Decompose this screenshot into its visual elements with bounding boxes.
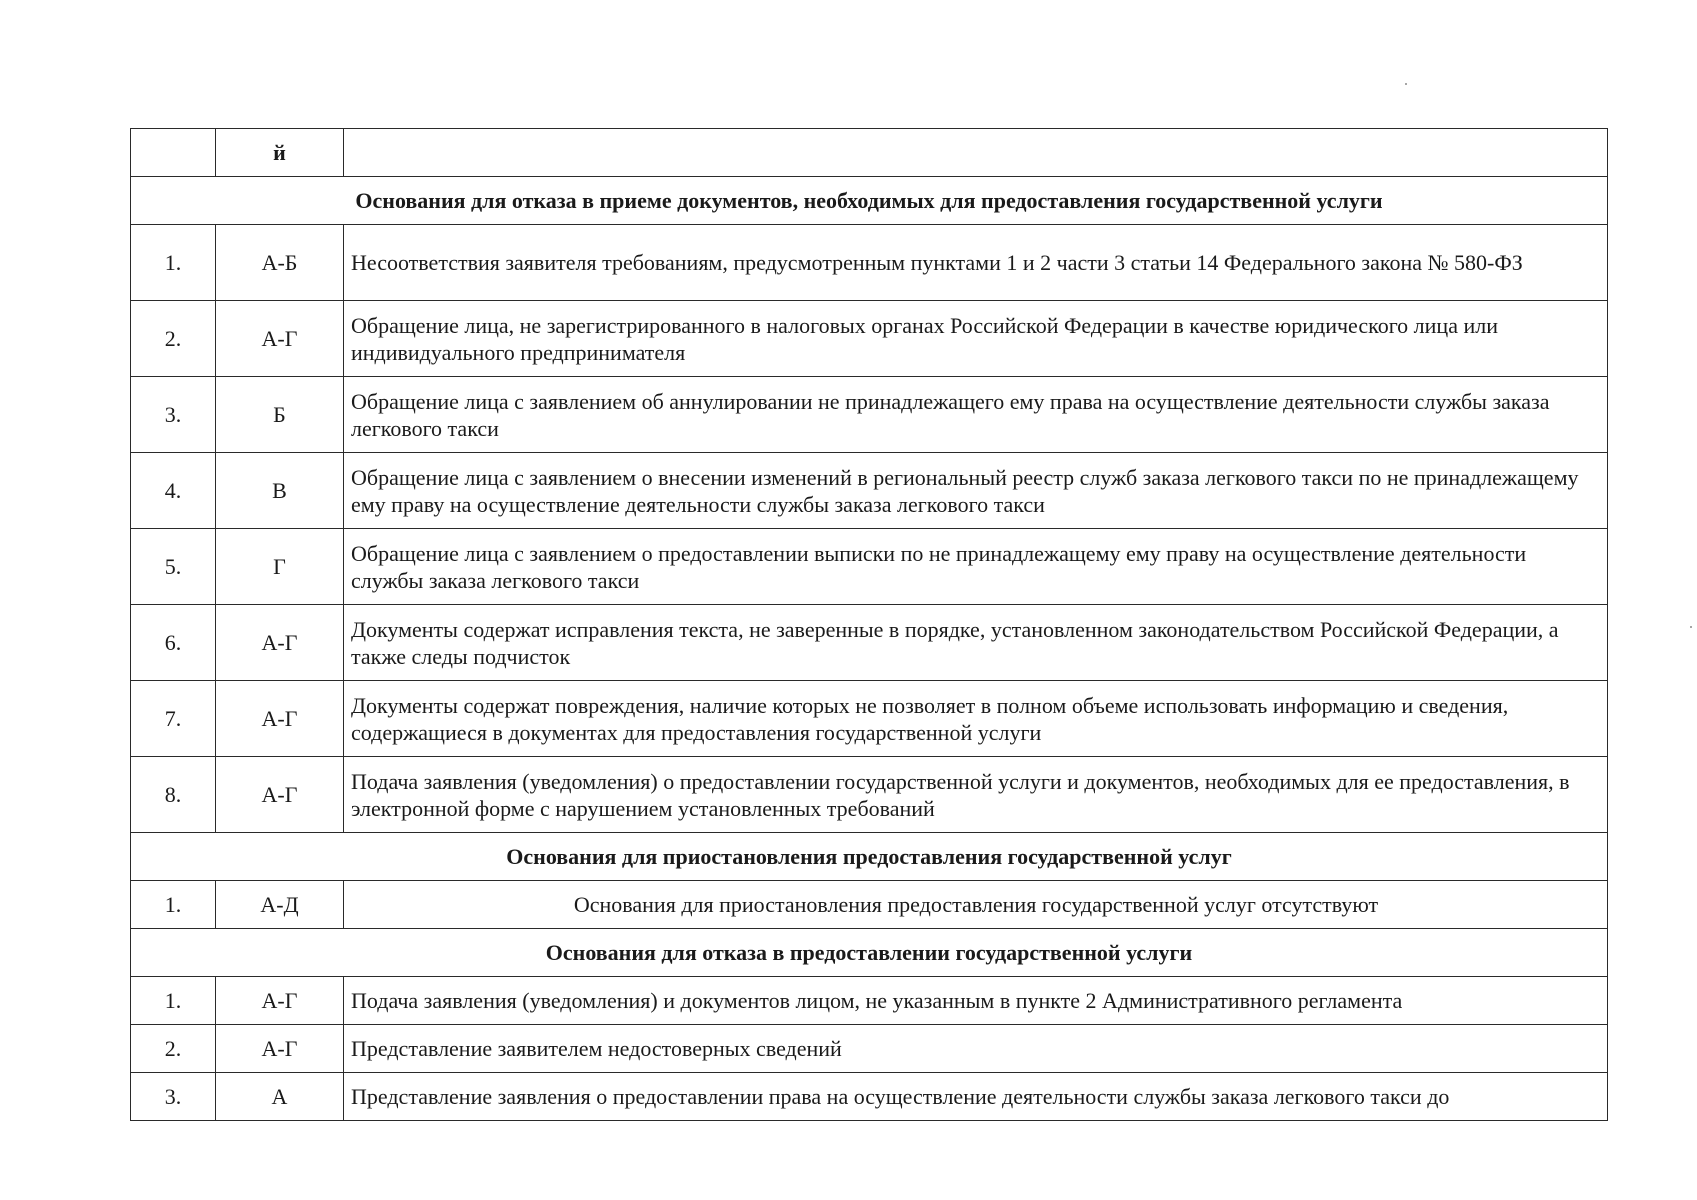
row-category: Б xyxy=(216,377,344,453)
section-title: Основания для отказа в предоставлении государственной услуги xyxy=(131,929,1608,977)
table-row xyxy=(131,1025,1608,1073)
table-row xyxy=(131,605,1608,681)
section-title: Основания для отказа в приеме документов, необходимых для предоставления государственной услуги xyxy=(131,177,1608,225)
table-row xyxy=(131,529,1608,605)
table-row xyxy=(131,225,1608,301)
section-title-row xyxy=(131,929,1608,977)
row-number: 6. xyxy=(131,605,216,681)
table-row xyxy=(131,301,1608,377)
row-category: А-Г xyxy=(216,301,344,377)
table-row xyxy=(131,757,1608,833)
row-text: Обращение лица с заявлением о предоставлении выписки по не принадлежащему ему праву на осуществление деятельности службы заказа легкового такси xyxy=(344,529,1608,605)
section-title: Основания для приостановления предоставления государственной услуг xyxy=(131,833,1608,881)
row-number: 3. xyxy=(131,1073,216,1121)
header-cat-cell: й xyxy=(216,129,344,177)
row-text: Подача заявления (уведомления) и документов лицом, не указанным в пункте 2 Административного регламента xyxy=(344,977,1608,1025)
table-row xyxy=(131,377,1608,453)
table-row xyxy=(131,977,1608,1025)
row-text: Несоответствия заявителя требованиям, предусмотренным пунктами 1 и 2 части 3 статьи 14 Федерального закона № 580-ФЗ xyxy=(344,225,1608,301)
row-text: Основания для приостановления предоставления государственной услуг отсутствуют xyxy=(344,881,1608,929)
row-category: А-Г xyxy=(216,681,344,757)
row-number: 5. xyxy=(131,529,216,605)
row-category: А-Б xyxy=(216,225,344,301)
table-row xyxy=(131,1073,1608,1121)
row-number: 2. xyxy=(131,1025,216,1073)
row-number: 1. xyxy=(131,977,216,1025)
row-text: Документы содержат исправления текста, не заверенные в порядке, установленном законодательством Российской Федерации, а также следы подчисток xyxy=(344,605,1608,681)
row-text: Обращение лица, не зарегистрированного в налоговых органах Российской Федерации в качестве юридического лица или индивидуального предпринимателя xyxy=(344,301,1608,377)
scan-speck xyxy=(1690,626,1692,628)
header-text-cell xyxy=(344,129,1608,177)
row-text: Представление заявления о предоставлении права на осуществление деятельности службы заказа легкового такси до xyxy=(344,1073,1608,1121)
row-category: А-Г xyxy=(216,1025,344,1073)
row-number: 3. xyxy=(131,377,216,453)
row-number: 1. xyxy=(131,225,216,301)
grounds-table xyxy=(130,128,1608,1121)
row-category: В xyxy=(216,453,344,529)
section-title-row xyxy=(131,833,1608,881)
row-number: 7. xyxy=(131,681,216,757)
table-row xyxy=(131,453,1608,529)
row-text: Обращение лица с заявлением об аннулировании не принадлежащего ему права на осуществление деятельности службы заказа легкового такси xyxy=(344,377,1608,453)
row-number: 8. xyxy=(131,757,216,833)
row-number: 2. xyxy=(131,301,216,377)
row-text: Представление заявителем недостоверных сведений xyxy=(344,1025,1608,1073)
header-num-cell xyxy=(131,129,216,177)
table-row xyxy=(131,681,1608,757)
row-category: А xyxy=(216,1073,344,1121)
row-category: А-Г xyxy=(216,977,344,1025)
table-header-row xyxy=(131,129,1608,177)
table-row xyxy=(131,881,1608,929)
scan-speck xyxy=(1405,83,1407,85)
section-title-row xyxy=(131,177,1608,225)
row-text: Обращение лица с заявлением о внесении изменений в региональный реестр служб заказа легкового такси по не принадлежащему ему праву на осуществление деятельности службы заказа легкового такси xyxy=(344,453,1608,529)
row-text: Документы содержат повреждения, наличие которых не позволяет в полном объеме использовать информацию и сведения, содержащиеся в документах для предоставления государственной услуги xyxy=(344,681,1608,757)
row-category: А-Г xyxy=(216,605,344,681)
row-category: А-Г xyxy=(216,757,344,833)
row-number: 4. xyxy=(131,453,216,529)
row-number: 1. xyxy=(131,881,216,929)
row-category: А-Д xyxy=(216,881,344,929)
row-category: Г xyxy=(216,529,344,605)
row-text: Подача заявления (уведомления) о предоставлении государственной услуги и документов, необходимых для ее предоставления, в электронной форме с нарушением установленных требований xyxy=(344,757,1608,833)
